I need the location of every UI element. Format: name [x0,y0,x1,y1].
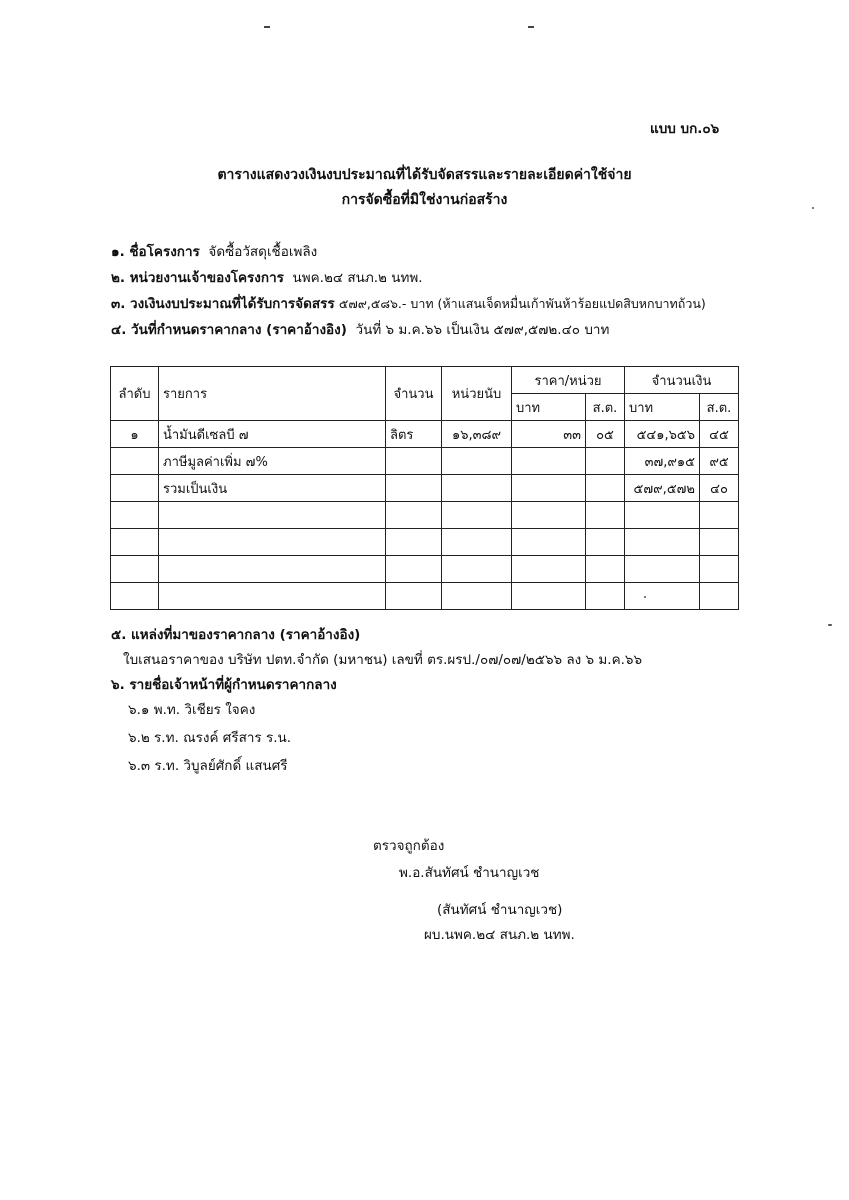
document-title: ตารางแสดงวงเงินงบประมาณที่ได้รับจัดสรรและรายละเอียดค่าใช้จ่าย [217,167,632,183]
date-label: ๔. วันที่กำหนดราคากลาง (ราคาอ้างอิง) [111,322,347,338]
budget-table [110,366,739,610]
cell-amount-satang: ๙๕ [700,448,739,475]
budget-value: ๕๗๙,๕๘๖.- บาท (ห้าแสนเจ็ดหมื่นเก้าพันห้าร้อยแปดสิบหกบาทถ้วน) [338,296,706,311]
cell-item: ภาษีมูลค่าเพิ่ม ๗% [159,448,386,475]
owner-label: ๒. หน่วยงานเจ้าของโครงการ [111,270,284,286]
table-row-empty [111,502,739,529]
document-subtitle: การจัดซื้อที่มิใช่งานก่อสร้าง [341,192,508,208]
cell-amount-satang: ๔๐ [700,475,739,502]
date-line [111,318,609,340]
header-price-per-unit: ราคา/หน่วย [512,367,625,394]
header-no: ลำดับ [111,367,159,421]
table-row-empty [111,583,739,610]
table-row [111,448,739,475]
cell-qty [386,475,442,502]
cell-no: ๑ [111,421,159,448]
cell-qty [386,448,442,475]
officer-2: ๖.๒ ร.ท. ณรงค์ ศรีสาร ร.น. [128,730,292,746]
cell-amount-satang: ๔๕ [700,421,739,448]
project-value: จัดซื้อวัสดุเชื้อเพลิง [208,244,318,260]
date-value: วันที่ ๖ ม.ค.๖๖ เป็นเงิน ๕๗๙,๕๗๒.๔๐ บาท [355,322,610,338]
header-item: รายการ [159,367,386,421]
scan-speck [828,624,832,626]
cell-amount-baht: ๕๔๑,๖๕๖ [625,421,700,448]
scan-speck [528,26,534,28]
project-label: ๑. ชื่อโครงการ [111,244,200,260]
verification-name: (สันทัศน์ ชำนาญเวช) [437,902,563,918]
verification-position: ผบ.นพค.๒๔ สนภ.๒ นทพ. [424,927,575,943]
cell-item: รวมเป็นเงิน [159,475,386,502]
cell-price-baht: ๓๓ [512,421,586,448]
header-qty: จำนวน [386,367,442,421]
cell-amount-baht: ๕๗๙,๕๗๒ [625,475,700,502]
header-unit: หน่วยนับ [442,367,512,421]
cell-no [111,448,159,475]
officer-1: ๖.๑ พ.ท. วิเชียร ใจคง [128,702,256,718]
officer-3: ๖.๓ ร.ท. วิบูลย์ศักดิ์ แสนศรี [128,758,288,774]
cell-no [111,475,159,502]
officers-label: ๖. รายชื่อเจ้าหน้าที่ผู้กำหนดราคากลาง [111,677,337,693]
budget-label: ๓. วงเงินงบประมาณที่ได้รับการจัดสรร [111,296,335,312]
cell-price-satang: ๐๕ [586,421,625,448]
source-text: ใบเสนอราคาของ บริษัท ปตท.จำกัด (มหาชน) เลขที่ ตร.ผรป./๐๗/๐๗/๒๕๖๖ ลง ๖ ม.ค.๖๖ [123,652,643,668]
header-amount: จำนวนเงิน [625,367,739,394]
cell-price-satang [586,475,625,502]
cell-price-baht [512,448,586,475]
table-row [111,421,739,448]
cell-amount-baht: ๓๗,๙๑๕ [625,448,700,475]
cell-price-satang [586,448,625,475]
header-price-baht: บาท [512,394,586,421]
table-row-empty [111,529,739,556]
cell-price-baht [512,475,586,502]
cell-unit [442,475,512,502]
table-header-row [111,367,739,394]
project-line [111,240,317,262]
table-row [111,475,739,502]
owner-line [111,266,423,288]
header-amount-baht: บาท [625,394,700,421]
header-price-satang: ส.ต. [586,394,625,421]
cell-unit: ๑๖,๓๘๙ [442,421,512,448]
cell-item: น้ำมันดีเซลบี ๗ [159,421,386,448]
form-code: แบบ บก.๐๖ [650,121,720,137]
budget-line [111,292,706,314]
cell-qty: ลิตร [386,421,442,448]
table-row-empty [111,556,739,583]
cell-unit [442,448,512,475]
scan-speck [264,26,270,28]
source-label: ๕. แหล่งที่มาของราคากลาง (ราคาอ้างอิง) [111,627,361,643]
header-amount-satang: ส.ต. [700,394,739,421]
verification-heading: ตรวจถูกต้อง [373,838,445,854]
verification-signer: พ.อ.สันทัศน์ ชำนาญเวช [399,865,540,881]
owner-value: นพค.๒๔ สนภ.๒ นทพ. [292,270,423,286]
